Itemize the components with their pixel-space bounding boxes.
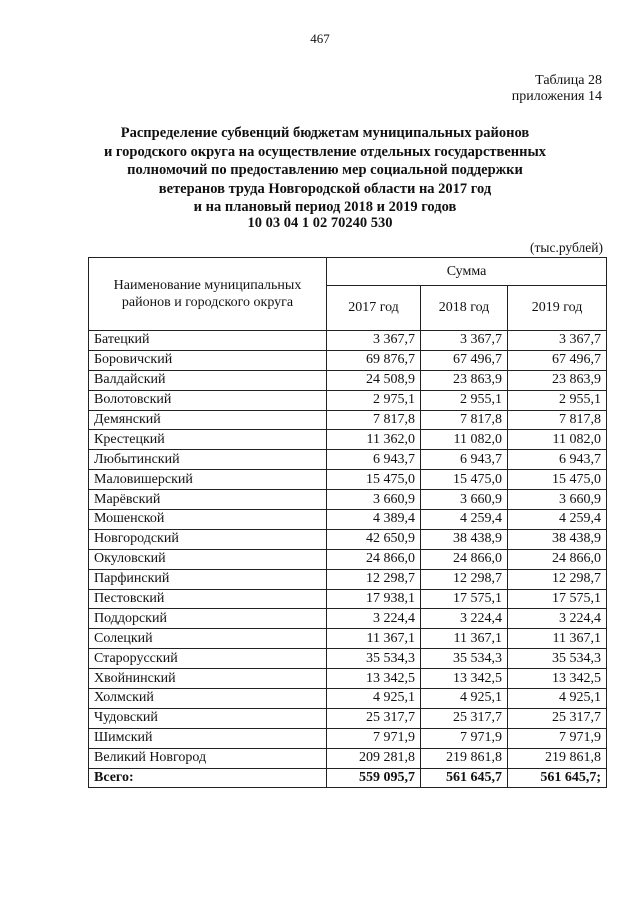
year-header-2019: 2019 год xyxy=(508,286,607,331)
total-label: Всего: xyxy=(89,768,327,788)
title-line: и на плановый период 2018 и 2019 годов xyxy=(193,199,457,215)
table-row xyxy=(89,450,607,470)
value-2018: 35 534,3 xyxy=(421,649,508,669)
title-line: и городского округа на осуществление отдельных государственных xyxy=(103,143,547,160)
value-2017: 7 971,9 xyxy=(327,728,421,748)
value-2018: 4 259,4 xyxy=(421,510,508,530)
total-2018: 561 645,7 xyxy=(421,768,508,788)
value-2019: 11 082,0 xyxy=(508,430,607,450)
value-2019: 3 224,4 xyxy=(508,609,607,629)
value-2017: 12 298,7 xyxy=(327,569,421,589)
value-2017: 4 389,4 xyxy=(327,510,421,530)
municipality-name: Новгородский xyxy=(89,529,327,549)
municipality-name: Чудовский xyxy=(89,708,327,728)
value-2017: 35 534,3 xyxy=(327,649,421,669)
value-2019: 4 925,1 xyxy=(508,689,607,709)
value-2017: 24 866,0 xyxy=(327,549,421,569)
value-2017: 4 925,1 xyxy=(327,689,421,709)
table-row xyxy=(89,470,607,490)
year-header-2017: 2017 год xyxy=(327,286,421,331)
value-2018: 12 298,7 xyxy=(421,569,508,589)
value-2017: 11 362,0 xyxy=(327,430,421,450)
value-2018: 11 367,1 xyxy=(421,629,508,649)
value-2019: 17 575,1 xyxy=(508,589,607,609)
value-2018: 67 496,7 xyxy=(421,350,508,370)
municipality-name: Боровичский xyxy=(89,350,327,370)
units-label: (тыс.рублей) xyxy=(530,240,603,255)
value-2019: 38 438,9 xyxy=(508,529,607,549)
value-2018: 25 317,7 xyxy=(421,708,508,728)
value-2018: 23 863,9 xyxy=(421,370,508,390)
value-2018: 24 866,0 xyxy=(421,549,508,569)
value-2017: 69 876,7 xyxy=(327,350,421,370)
page-number: 467 xyxy=(310,31,330,46)
value-2019: 219 861,8 xyxy=(508,748,607,768)
value-2018: 3 660,9 xyxy=(421,490,508,510)
value-2019: 7 971,9 xyxy=(508,728,607,748)
table-row xyxy=(89,510,607,530)
value-2019: 7 817,8 xyxy=(508,410,607,430)
municipality-name: Валдайский xyxy=(89,370,327,390)
value-2017: 13 342,5 xyxy=(327,669,421,689)
value-2019: 15 475,0 xyxy=(508,470,607,490)
value-2019: 4 259,4 xyxy=(508,510,607,530)
table-row xyxy=(89,629,607,649)
municipality-name: Крестецкий xyxy=(89,430,327,450)
title-line: полномочий по предоставлению мер социальной поддержки xyxy=(127,162,523,178)
municipality-name: Пестовский xyxy=(89,589,327,609)
municipality-name: Парфинский xyxy=(89,569,327,589)
value-2017: 24 508,9 xyxy=(327,370,421,390)
value-2019: 11 367,1 xyxy=(508,629,607,649)
table-row xyxy=(89,708,607,728)
document-title xyxy=(60,124,590,217)
value-2017: 15 475,0 xyxy=(327,470,421,490)
municipality-name: Волотовский xyxy=(89,390,327,410)
value-2017: 209 281,8 xyxy=(327,748,421,768)
table-row xyxy=(89,370,607,390)
budget-code: 10 03 04 1 02 70240 530 xyxy=(247,215,393,231)
value-2018: 3 224,4 xyxy=(421,609,508,629)
value-2019: 25 317,7 xyxy=(508,708,607,728)
table-row xyxy=(89,390,607,410)
municipality-name: Поддорский xyxy=(89,609,327,629)
value-2017: 2 975,1 xyxy=(327,390,421,410)
table-row xyxy=(89,350,607,370)
value-2017: 17 938,1 xyxy=(327,589,421,609)
table-row xyxy=(89,430,607,450)
table-row xyxy=(89,490,607,510)
value-2019: 3 660,9 xyxy=(508,490,607,510)
subvention-table xyxy=(88,257,607,788)
table-row xyxy=(89,728,607,748)
table-reference-line-1: Таблица 28 xyxy=(535,73,602,88)
total-row xyxy=(89,768,607,788)
value-2018: 7 971,9 xyxy=(421,728,508,748)
table-reference-line-2: приложения 14 xyxy=(511,89,602,104)
value-2018: 4 925,1 xyxy=(421,689,508,709)
municipality-name: Шимский xyxy=(89,728,327,748)
value-2018: 2 955,1 xyxy=(421,390,508,410)
value-2017: 11 367,1 xyxy=(327,629,421,649)
sum-column-header: Сумма xyxy=(327,258,607,286)
value-2018: 17 575,1 xyxy=(421,589,508,609)
table-row xyxy=(89,410,607,430)
value-2017: 42 650,9 xyxy=(327,529,421,549)
value-2019: 13 342,5 xyxy=(508,669,607,689)
municipality-name: Демянский xyxy=(89,410,327,430)
table-row xyxy=(89,549,607,569)
year-header-2018: 2018 год xyxy=(421,286,508,331)
value-2018: 15 475,0 xyxy=(421,470,508,490)
name-column-header: Наименование муниципальных районов и городского округа xyxy=(89,258,327,331)
value-2018: 3 367,7 xyxy=(421,331,508,351)
value-2019: 3 367,7 xyxy=(508,331,607,351)
value-2019: 2 955,1 xyxy=(508,390,607,410)
municipality-name: Холмский xyxy=(89,689,327,709)
municipality-name: Великий Новгород xyxy=(89,748,327,768)
title-line: ветеранов труда Новгородской области на 2017 год xyxy=(158,180,492,197)
value-2018: 7 817,8 xyxy=(421,410,508,430)
value-2018: 219 861,8 xyxy=(421,748,508,768)
municipality-name: Солецкий xyxy=(89,629,327,649)
total-2019: 561 645,7; xyxy=(508,768,607,788)
value-2019: 12 298,7 xyxy=(508,569,607,589)
value-2019: 35 534,3 xyxy=(508,649,607,669)
value-2018: 38 438,9 xyxy=(421,529,508,549)
municipality-name: Любытинский xyxy=(89,450,327,470)
value-2017: 3 224,4 xyxy=(327,609,421,629)
total-2017: 559 095,7 xyxy=(327,768,421,788)
municipality-name: Марёвский xyxy=(89,490,327,510)
table-row xyxy=(89,689,607,709)
value-2017: 3 367,7 xyxy=(327,331,421,351)
table-row xyxy=(89,589,607,609)
table-row xyxy=(89,669,607,689)
municipality-name: Мошенской xyxy=(89,510,327,530)
value-2018: 6 943,7 xyxy=(421,450,508,470)
title-line: Распределение субвенций бюджетам муниципальных районов xyxy=(120,125,530,141)
value-2017: 6 943,7 xyxy=(327,450,421,470)
value-2017: 3 660,9 xyxy=(327,490,421,510)
municipality-name: Батецкий xyxy=(89,331,327,351)
table-row xyxy=(89,609,607,629)
table-row xyxy=(89,529,607,549)
table-row xyxy=(89,748,607,768)
table-row xyxy=(89,649,607,669)
value-2019: 23 863,9 xyxy=(508,370,607,390)
municipality-name: Окуловский xyxy=(89,549,327,569)
value-2019: 6 943,7 xyxy=(508,450,607,470)
municipality-name: Старорусский xyxy=(89,649,327,669)
table-row xyxy=(89,331,607,351)
municipality-name: Хвойнинский xyxy=(89,669,327,689)
value-2019: 24 866,0 xyxy=(508,549,607,569)
value-2018: 11 082,0 xyxy=(421,430,508,450)
municipality-name: Маловишерский xyxy=(89,470,327,490)
table-reference xyxy=(512,73,602,105)
table-row xyxy=(89,569,607,589)
value-2019: 67 496,7 xyxy=(508,350,607,370)
value-2017: 25 317,7 xyxy=(327,708,421,728)
value-2018: 13 342,5 xyxy=(421,669,508,689)
value-2017: 7 817,8 xyxy=(327,410,421,430)
